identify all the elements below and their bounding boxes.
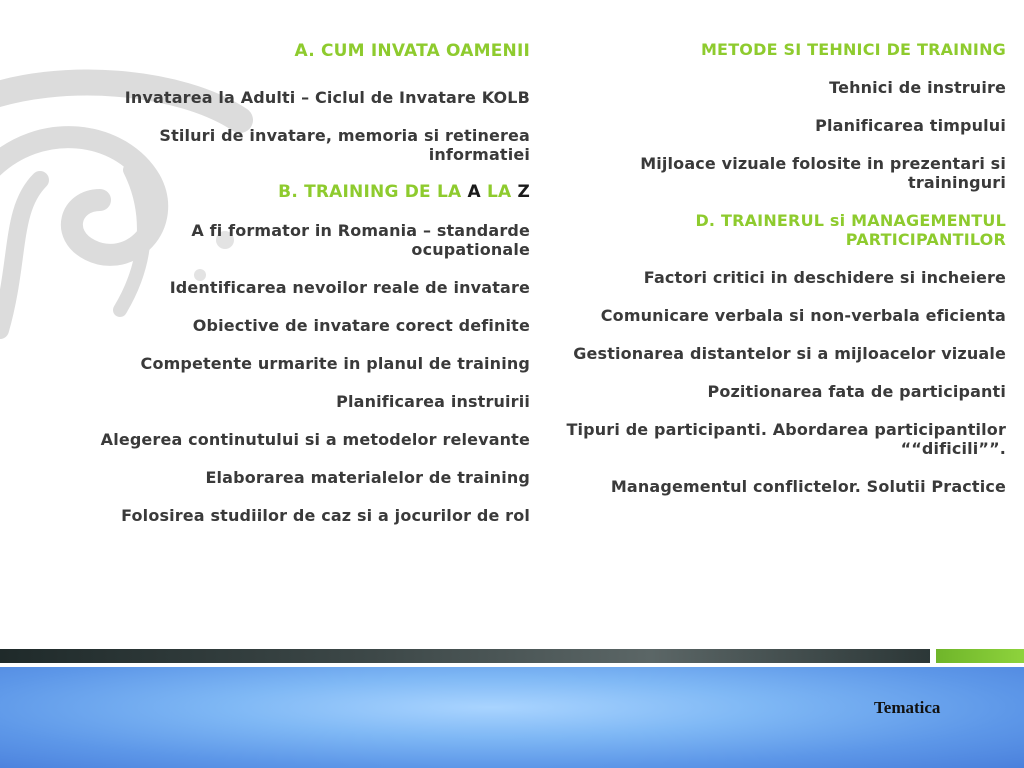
list-item: Elaborarea materialelor de training: [205, 468, 530, 487]
list-item: Obiective de invatare corect definite: [192, 316, 530, 335]
list-item: Pozitionarea fata de participanti: [707, 382, 1006, 401]
section-d-heading: D. TRAINERUL si MANAGEMENTUL PARTICIPANTILOR: [695, 211, 1006, 249]
list-item: Tipuri de participanti. Abordarea participantilor ““dificili””.: [566, 420, 1006, 458]
divider-band-dark: [0, 649, 930, 663]
list-item: Gestionarea distantelor si a mijloacelor vizuale: [573, 344, 1006, 363]
list-item: Managementul conflictelor. Solutii Practice: [610, 477, 1006, 496]
left-column: [100, 42, 530, 525]
section-b-heading: [100, 183, 530, 202]
footer-band: [0, 667, 1024, 768]
section-b-part: B. TRAINING DE LA: [278, 182, 468, 202]
section-a-heading: A. CUM INVATA OAMENII: [294, 41, 530, 61]
list-item: Planificarea instruirii: [336, 392, 530, 411]
section-b-part: Z: [517, 182, 530, 202]
section-b-part: A: [467, 182, 481, 202]
list-item: Identificarea nevoilor reale de invatare: [169, 278, 530, 297]
footer-title: Tematica: [874, 698, 941, 717]
section-c-heading: METODE SI TEHNICI DE TRAINING: [700, 40, 1006, 59]
list-item: Folosirea studiilor de caz si a jocurilor de rol: [121, 506, 530, 525]
list-item: Competente urmarite in planul de training: [140, 354, 530, 373]
list-item: Mijloace vizuale folosite in prezentari si traininguri: [640, 154, 1006, 192]
list-item: A fi formator in Romania – standarde ocupationale: [191, 221, 530, 259]
list-item: Factori critici in deschidere si incheiere: [643, 268, 1006, 287]
list-item: Stiluri de invatare, memoria si retinerea informatiei: [159, 126, 530, 164]
list-item: Comunicare verbala si non-verbala eficienta: [600, 306, 1006, 325]
list-item: Alegerea continutului si a metodelor relevante: [100, 430, 530, 449]
right-column: [560, 40, 1006, 496]
list-item: Invatarea la Adulti – Ciclul de Invatare KOLB: [124, 88, 530, 107]
divider-band-green: [936, 649, 1024, 663]
list-item: Tehnici de instruire: [829, 78, 1006, 97]
section-b-part: LA: [480, 182, 518, 202]
list-item: Planificarea timpului: [815, 116, 1006, 135]
